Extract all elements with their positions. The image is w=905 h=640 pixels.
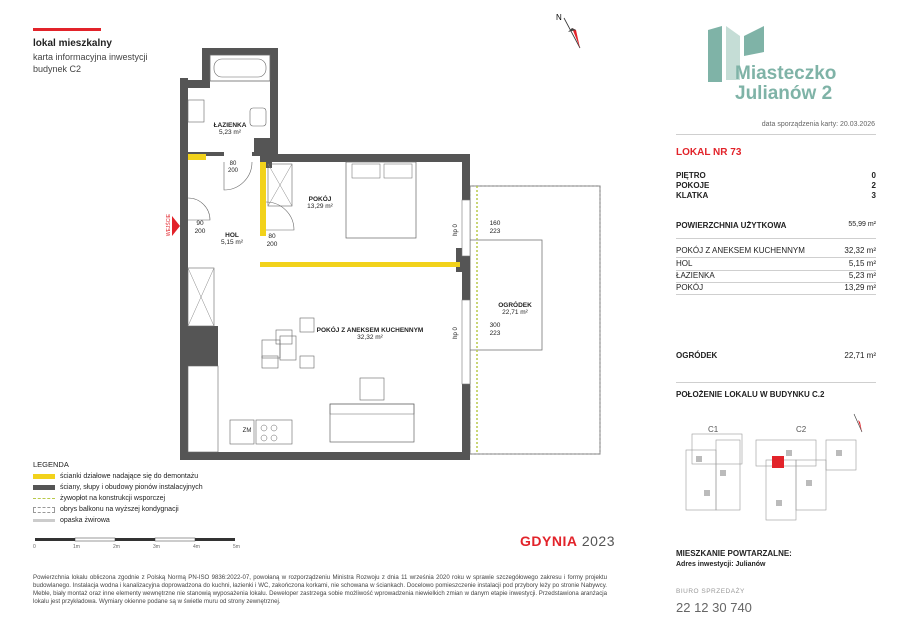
legend-item: ściany, słupy i obudowy pionów instalacyjnych: [33, 482, 203, 493]
entrance-door-swing: [188, 198, 210, 220]
scale-tick: 2m: [113, 544, 120, 550]
divider: [676, 134, 876, 135]
sales-phone[interactable]: 22 12 30 740: [676, 600, 752, 615]
label-c2: C2: [796, 425, 807, 434]
window-1: [462, 200, 470, 256]
scale-tick: 0: [33, 544, 36, 550]
label-lazienka-area: 5,23 m²: [218, 129, 242, 136]
label-aneks: POKÓJ Z ANEKSEM KUCHENNYM: [316, 327, 424, 334]
label-pokoj-area: 13,29 m²: [307, 203, 333, 210]
door1-h: 200: [227, 168, 238, 174]
scale-tick: 4m: [193, 544, 200, 550]
row-ogrodek: OGRÓDEK 22,71 m²: [676, 351, 876, 360]
legend-swatch: [33, 507, 55, 513]
logo-line-1: Miasteczko: [735, 63, 837, 84]
repeat-title: MIESZKANIE POWTARZALNE:: [676, 549, 792, 558]
door3-h: 200: [266, 241, 278, 248]
divider: [676, 382, 876, 383]
window1-h: 223: [489, 228, 501, 235]
divider: [676, 294, 876, 295]
header-accent-bar: [33, 28, 101, 31]
row-room: POKÓJ 13,29 m²: [676, 283, 876, 292]
label-ogrodek: OGRÓDEK: [498, 302, 532, 309]
label-lazienka: ŁAZIENKA: [213, 122, 247, 129]
legend-swatch: [33, 498, 55, 499]
cooktop: [256, 420, 292, 444]
position-marker: [772, 456, 784, 468]
door1-w: 80: [229, 161, 237, 167]
washbasin: [188, 100, 204, 122]
row-powierzchnia: POWIERZCHNIA UŻYTKOWA 55,99 m²: [676, 221, 876, 230]
label-c1: C1: [708, 425, 719, 434]
building-position-plan: [676, 410, 876, 525]
label-ogrodek-area: 22,71 m²: [502, 309, 528, 316]
repeat-address: Adres inwestycji: Julianów: [676, 561, 766, 568]
walls: [180, 48, 470, 460]
row-pietro: PIĘTRO 0: [676, 171, 876, 180]
legend-item: opaska żwirowa: [33, 515, 203, 526]
bed: [346, 162, 416, 238]
row-pokoje: POKOJE 2: [676, 181, 876, 190]
entrance-label: WEJŚCIE: [166, 213, 172, 237]
kitchen-counter: [188, 366, 218, 452]
divider: [676, 238, 876, 239]
card-date: data sporządzenia karty: 20.03.2026: [761, 121, 875, 128]
lokal-number: LOKAL NR 73: [676, 147, 742, 158]
label-pokoj: POKÓJ: [308, 196, 332, 203]
position-title: POŁOŻENIE LOKALU W BUDYNKU C.2: [676, 390, 825, 399]
entrance-arrow-icon: [172, 216, 180, 236]
door3-w: 80: [268, 233, 276, 240]
sales-label: BIURO SPRZEDAŻY: [676, 588, 745, 595]
header-title: lokal mieszkalny: [33, 38, 112, 49]
scale-tick: 1m: [73, 544, 80, 550]
sofa: [330, 404, 414, 442]
legend-swatch: [33, 474, 55, 479]
legend-swatch: [33, 519, 55, 522]
door2-h: 200: [194, 228, 206, 235]
hp-label-2: hp 0: [453, 327, 459, 339]
row-room: ŁAZIENKA 5,23 m²: [676, 271, 876, 280]
logo-line-2: Julianów 2: [735, 83, 833, 104]
floor-plan: [150, 40, 620, 480]
label-hol-area: 5,15 m²: [220, 239, 244, 246]
mini-north-icon: [858, 420, 862, 432]
legend: [33, 460, 203, 526]
window2-h: 223: [489, 330, 501, 337]
dining-table: [280, 336, 296, 360]
row-klatka: KLATKA 3: [676, 191, 876, 200]
footnote: Powierzchnia lokalu obliczona zgodnie z Polską Normą PN-ISO 9836:2022-07, powołaną w rozporządzeniu Ministra Rozwoju z dnia 11 września 2020 roku w sprawie szczegółowego zakresu i formy projektu budowlanego. Instalacja wodna i kanalizacyjna doprowadzona do kuchni, łazienki i WC, zakończona korkami, nie schowana w ściankach. Docelowo pomieszczenie instalacji pod przybory leży po stronie Nabywcy. Meble, biały montaż oraz inne elementy wewnętrzne nie stanowią wyposażenia lokalu. Deweloper zastrzega sobie możliwość wprowadzenia niewielkich zmian w danym etapie inwestycji. Przedstawiona aranżacja lokalu jest przykładowa. Wymiary okienne podane są w świetle muru od strony zewnętrznej.: [33, 574, 607, 605]
label-aneks-area: 32,32 m²: [357, 334, 383, 341]
header-subtitle: karta informacyjna inwestycji: [33, 52, 148, 62]
legend-item: obrys balkonu na wyższej kondygnacji: [33, 504, 203, 515]
divider: [676, 257, 876, 258]
scale-tick: 3m: [153, 544, 160, 550]
row-room: POKÓJ Z ANEKSEM KUCHENNYM 32,32 m²: [676, 246, 876, 255]
city-label: GDYNIA 2023: [520, 533, 615, 549]
legend-item: ścianki działowe nadające się do demontażu: [33, 471, 203, 482]
north-label: N: [556, 13, 562, 22]
window2-w: 300: [489, 322, 501, 329]
label-zm: ZM: [242, 428, 252, 434]
legend-swatch: [33, 485, 55, 490]
hp-label-1: hp 0: [453, 224, 459, 236]
scale-tick: 5m: [233, 544, 240, 550]
door2-w: 90: [196, 220, 204, 227]
window-2: [462, 300, 470, 384]
scale-bar: [33, 536, 263, 550]
legend-item: żywopłot na konstrukcji wsporczej: [33, 493, 203, 504]
header-building: budynek C2: [33, 64, 82, 74]
label-hol: HOL: [225, 232, 239, 239]
legend-title: LEGENDA: [33, 460, 69, 469]
coffee-table: [360, 378, 384, 400]
row-room: HOL 5,15 m²: [676, 259, 876, 268]
window1-w: 160: [489, 220, 501, 227]
logo-text: [735, 64, 836, 104]
